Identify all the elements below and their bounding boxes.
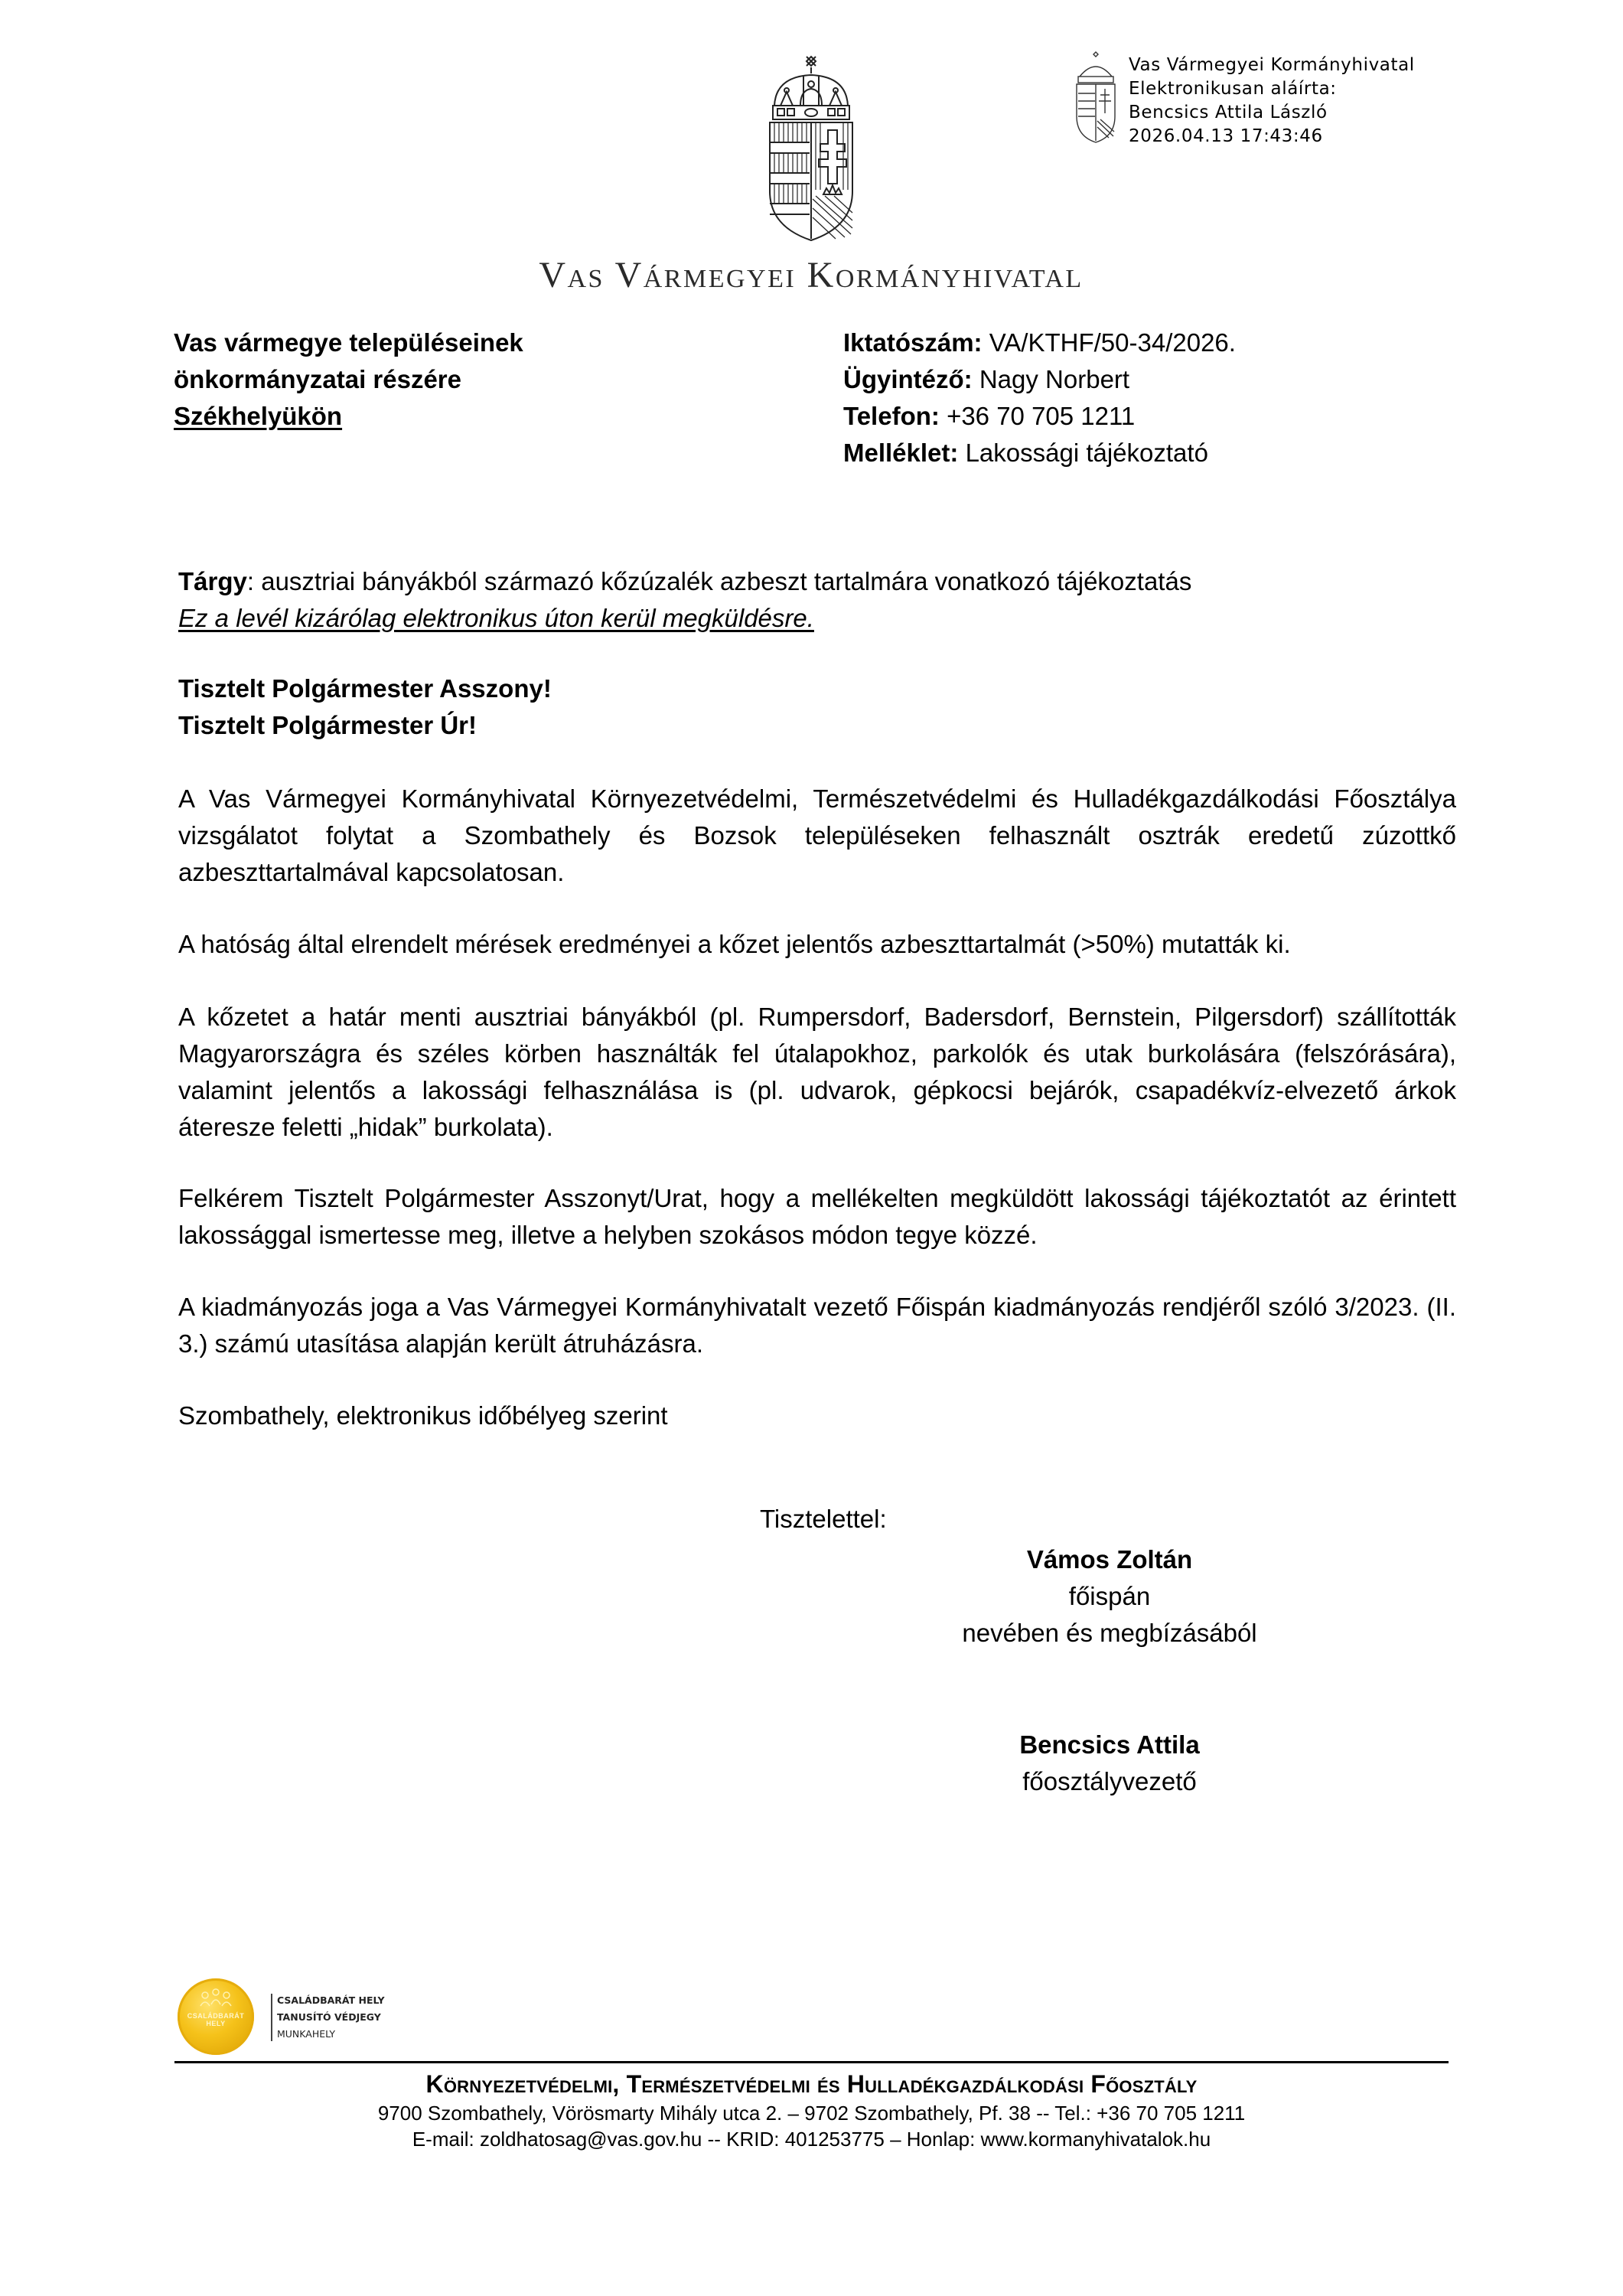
gold-medal-icon	[178, 1978, 254, 2055]
family-friendly-badge	[178, 1978, 438, 2055]
recipient-line-1: Vas vármegye településeinek	[174, 328, 523, 357]
recipient-block	[174, 325, 523, 435]
document-meta	[843, 325, 1236, 471]
recipient-line-3: Székhelyükön	[174, 402, 343, 430]
phone-label: Telefon:	[843, 402, 940, 430]
esig-label: Elektronikusan aláírta:	[1129, 79, 1337, 99]
paragraph-request: Felkérem Tisztelt Polgármester Asszonyt/Urat, hogy a mellékelten megküldött lakossági tájékoztatót az érintett lakossággal ismertesse meg, illetve a helyben szokásos módon tegye közzé.	[178, 1184, 1456, 1249]
greeting	[178, 670, 1456, 744]
subject-block	[178, 563, 1456, 637]
footer	[174, 2068, 1449, 2152]
badge-line-3: MUNKAHELY	[277, 2028, 336, 2040]
phone-row	[843, 398, 1236, 435]
greeting-line-1: Tisztelt Polgármester Asszony!	[178, 674, 552, 703]
attachment-value: Lakossági tájékoztató	[965, 439, 1208, 467]
officer-label: Ügyintéző:	[843, 365, 973, 393]
coat-of-arms-small-icon	[1074, 51, 1118, 144]
attachment-row	[843, 435, 1236, 471]
greeting-line-2: Tisztelt Polgármester Úr!	[178, 711, 477, 739]
family-figures-icon	[178, 1978, 254, 2012]
attachment-label: Melléklet:	[843, 439, 959, 467]
badge-line-1: CSALÁDBARÁT HELY	[277, 1994, 385, 2006]
place-and-date: Szombathely, elektronikus időbélyeg szerint	[178, 1401, 668, 1430]
officer-value: Nagy Norbert	[979, 365, 1130, 393]
badge-line-2: TANUSÍTÓ VÉDJEGY	[277, 2011, 381, 2023]
officer-row	[843, 361, 1236, 398]
reference-number-value: VA/KTHF/50-34/2026.	[989, 328, 1236, 357]
paragraph-investigation: A Vas Vármegyei Kormányhivatal Környezetvédelmi, Természetvédelmi és Hulladékgazdálkodási Főosztálya vizsgálatot folytat a Szombathely és Bozsok településeken felhasznált osztrák eredetű zúzottkő azbeszttartalmával kapcsolatosan.	[178, 784, 1456, 886]
closing-phrase: Tisztelettel:	[760, 1505, 887, 1533]
organization-heading	[429, 254, 1194, 296]
footer-contact: E-mail: zoldhatosag@vas.gov.hu -- KRID: 401253775 – Honlap: www.kormanyhivatalok.hu	[412, 2128, 1211, 2151]
subject-line	[178, 563, 1456, 600]
badge-divider	[271, 1994, 272, 2041]
delivery-note: Ez a levél kizárólag elektronikus úton kerül megküldésre.	[178, 604, 814, 632]
paragraph-delegation: A kiadmányozás joga a Vas Vármegyei Kormányhivatalt vezető Főispán kiadmányozás rendjéről szóló 3/2023. (II. 3.) számú utasítása alapján került átruházásra.	[178, 1293, 1456, 1358]
electronic-signature-stamp	[1074, 51, 1456, 150]
signer-primary	[941, 1541, 1278, 1652]
signer-secondary-name: Bencsics Attila	[1019, 1730, 1200, 1759]
subject-text: : ausztriai bányákból származó kőzúzalék azbeszt tartalmára vonatkozó tájékoztatás	[246, 567, 1192, 595]
signer-primary-note: nevében és megbízásából	[962, 1619, 1257, 1647]
phone-value: +36 70 705 1211	[947, 402, 1136, 430]
subject-label: Tárgy	[178, 567, 247, 595]
footer-divider	[174, 2061, 1449, 2063]
paragraph-origin: A kőzetet a határ menti ausztriai bányákból (pl. Rumpersdorf, Badersdorf, Bernstein, Pilgersdorf) szállították Magyarországra és széles körben használták fel útalapokhoz, parkolók és utak burkolására (felszórására), valamint jelentős a lakossági felhasználása is (pl. udvarok, gépkocsi bejárók, csapadékvíz-elvezető árkok áteresze feletti „hidak” burkolata).	[178, 1003, 1456, 1141]
esig-signer: Bencsics Attila László	[1129, 103, 1328, 122]
reference-number-label: Iktatószám:	[843, 328, 983, 357]
hungarian-coat-of-arms-icon	[765, 54, 857, 245]
footer-department: Környezetvédelmi, Természetvédelmi és Hulladékgazdálkodási Főosztály	[425, 2070, 1198, 2098]
organization-heading-text: Vas Vármegyei Kormányhivatal	[539, 255, 1084, 295]
esig-timestamp: 2026.04.13 17:43:46	[1129, 126, 1323, 146]
esig-org: Vas Vármegyei Kormányhivatal	[1129, 55, 1415, 75]
medal-text: CSALÁDBARÁT HELY	[187, 2012, 245, 2027]
signer-secondary-title: főosztályvezető	[1022, 1767, 1197, 1795]
footer-address: 9700 Szombathely, Vörösmarty Mihály utca 2. – 9702 Szombathely, Pf. 38 -- Tel.: +36 70 705 1211	[377, 2102, 1246, 2125]
signer-primary-title: főispán	[1068, 1582, 1151, 1610]
signer-primary-name: Vámos Zoltán	[1026, 1545, 1193, 1574]
paragraph-measurements: A hatóság által elrendelt mérések eredményei a kőzet jelentős azbeszttartalmát (>50%) mutatták ki.	[178, 930, 1291, 958]
signer-secondary	[941, 1727, 1278, 1800]
reference-number-row	[843, 325, 1236, 361]
recipient-line-2: önkormányzatai részére	[174, 365, 462, 393]
